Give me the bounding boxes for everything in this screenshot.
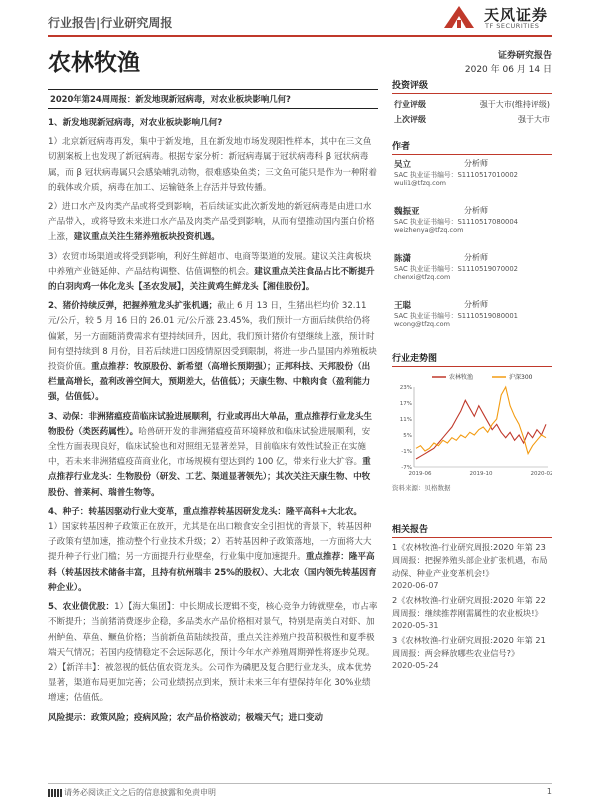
section-4-para: 4、种子：转基因驱动行业大变革，重点推荐转基因研发龙头：隆平高科+大北农。 1）国家转基因种子政策正在放开，尤其是在出口粮食安全引担忧的背景下，转基因种子政策有望加速，推动整个行业技术升级；2）若转基因种子政策落地，一方面将大大提升种子行业门槛；另一方面提升行业壁垒，行业集中度加速提升。重点推荐：隆平高科（转基因技术储备丰富，且持有杭州瑞丰 25%的股权）、大北农（国内领先转基因育种企业）。 [48,506,377,593]
y-tick-label: 5% [403,433,412,439]
report-subtitle: 2020年第24周周报：新发地现新冠病毒，对农业板块影响几何? [48,89,378,109]
qr-code-icon [48,789,62,797]
analyst-card: 吴立 分析师 SAC 执业证书编号：S1110517010002 wuli1@tfzq.com [394,159,518,187]
analyst-email-link[interactable]: weizhenya@tfzq.com [394,226,464,234]
x-tick-label: 2019-06 [408,471,432,477]
analyst-email-link[interactable]: chenxi@tfzq.com [394,273,451,281]
related-report-date: 2020-05-24 [392,661,439,670]
main-content [48,112,378,730]
x-tick-label: 2020-02 [530,471,552,477]
brand-logo [440,2,560,32]
analysts-section-title: 作者 [392,139,552,155]
section-1-para-2: 2）进口水产及肉类产品或将受到影响，若后续证实此次新发地的新冠病毒是由进口水产品带入，或将导致未来进口水产品及肉类产品受到影响，从而有望推动国内蛋白价格上涨，建议重点关注生猪养殖板块投资机遇。 [48,202,375,243]
analyst-card: 魏振亚 分析师 SAC 执业证书编号：S1110517080004 weizhenya@tfzq.com [394,206,518,234]
risk-warning: 风险提示：政策风险；疫病风险；农产品价格波动；极端天气；进口变动 [48,712,324,723]
y-tick-label: 17% [399,401,412,407]
analyst-card: 王聪 分析师 SAC 执业证书编号：S1110519080001 wcong@tfzq.com [394,300,518,328]
chart-section-title: 行业走势图 [392,351,552,367]
legend-label: 农林牧渔 [449,374,474,381]
section-1-para-3: 3）农贸市场渠道或将受到影响，利好生鲜超市、电商等渠道的发展。建议关注禽板块中养殖产业链延伸、产品结构调整、估值调整的机会。建议重点关注食品占比不断提升的白羽肉鸡一体化龙头【圣农发展】，关注黄鸡生鲜龙头【湘佳股份】。 [48,251,375,293]
legend-label: 沪深300 [509,374,533,381]
related-report-date: 2020-06-07 [392,581,439,590]
y-tick-label: 23% [399,385,412,391]
y-tick-label: 11% [399,417,412,423]
trend-chart-svg [392,371,552,481]
section-1-para-1: 1）北京新冠病毒再发，集中于新发地，且在新发地市场发现阳性样本，其中在三文鱼切割案板上也发现了新冠病毒。根据专家分析：新冠病毒属于冠状病毒科 β 冠状病毒属，而 β 冠状病毒属只会感染哺乳动物，很难感染鱼类；三文鱼可能只是作为一种附着的载体或介质，病毒在加工、运输链条上存活并导致传播。 [48,137,377,193]
related-report-link[interactable]: 2《农林牧渔-行业研究周报:2020 年第 22 周周报：继续推荐刚需属性的农业板块!》 [392,595,546,618]
chart-source: 资料来源：贝格数据 [392,484,451,492]
industry-trend-chart [392,371,552,481]
report-type: 证券研究报告 [497,51,552,61]
related-report-link[interactable]: 1《农林牧渔-行业研究周报:2020 年第 23 周周报：把握养殖头部企业扩张机遇，布局动保、种业产业变革机会!》 [392,542,548,578]
industry-rating: 行业评级 强于大市(维持评级) [394,100,550,109]
related-report-link[interactable]: 3《农林牧渔-行业研究周报:2020 年第 21 周周报：两会释放哪些农业信号?》 [392,635,546,658]
rating-section-title: 投资评级 [392,78,552,94]
section-5-para: 5、农业债优股：1）【海大集团】：中长期成长逻辑不变，核心竞争力铸就壁垒，市占率不断提升；当前猪消费逐步企稳，多品类水产品价格相对景气，特别是南美白对虾、加州鲈鱼、草鱼、鳜鱼价格；当前新鱼苗陆续投苗，重点关注养殖户投苗积极性和夏季极端天气情况；若国内疫情稳定不会远际恶化，预计今年水产养殖周期弹性将逐步兑现。2）【新洋丰】：被忽视的低估值农资龙头。公司作为磷肥及复合肥行业龙头，成本优势显著，渠道布局更加完善；公司业绩拐点到来，预计未来三年有望保持年化 30%业绩增速；估值低。 [48,602,378,704]
logo-text-cn: 天风证券 [484,6,549,24]
analyst-email-link[interactable]: wuli1@tfzq.com [394,179,447,187]
sidebar [392,78,552,674]
related-reports [392,541,552,670]
related-report-date: 2020-05-31 [392,621,439,630]
y-tick-label: -1% [401,449,412,455]
series-line [416,387,546,454]
logo-text-en: TF SECURITIES [485,22,540,30]
logo-mark-icon [440,2,478,32]
analyst-card: 陈潇 分析师 SAC 执业证书编号：S1110519070002 chenxi@tfzq.com [394,253,518,281]
page-number: 1 [546,787,552,796]
footer-disclaimer[interactable]: 请务必阅读正文之后的信息披露和免责申明 [48,787,216,798]
footer-rule [48,783,552,784]
section-3-para: 3、动保：非洲猪瘟疫苗临床试验进展顺利，行业或再出大单品，重点推荐行业龙头生物股份（类医药属性）。哈兽研开发的非洲猪瘟疫苗环境释放和临床试验进展顺利，安全性方面表现良好，临床试验也和对照组无显著差异，目前临床有效性试验正在实施中，若未来非洲猪瘟疫苗商业化，市场规模有望达到约 100 亿，带来行业大扩容。重点推荐行业龙头：生物股份（研发、工艺、渠道显著领先）；其次关注天康生物、中牧股份、普莱柯、瑞普生物等。 [48,411,372,498]
series-line [416,400,546,459]
section-2-para: 2、猪价持续反弹，把握养殖龙头扩张机遇；截止 6 月 13 日，生猪出栏均价 32.11 元/公斤，较 5 月 16 日的 26.01 元/公斤涨 23.45%，我们预计一方面后续供给仍将偏紧，另一方面随消费需求有望持续回升，因此，我们预计猪价有望继续上涨，预计时间有望持续到 8 月份，目若后续进口因疫情原因受到限制，将进一步凸显国内养殖板块投资价值。重点推荐：牧原股份、新希望（高増长预期强）；正邦科技、天邦股份（出栏量高増长，盈利改善空间大，预期差大，估值低）；天康生物、中粮肉食（盈利能力强，估值低）。 [48,301,377,403]
section-1-heading: 1、新发地现新冠病毒，对农业板块影响几何? [48,118,223,128]
x-tick-label: 2019-10 [469,471,493,477]
y-tick-label: -7% [401,465,412,471]
analyst-email-link[interactable]: wcong@tfzq.com [394,320,450,328]
report-category: 行业报告|行业研究周报 [48,16,173,30]
header-rule [48,35,552,37]
report-date: 2020 年 06 月 14 日 [464,65,552,75]
page-title: 农林牧渔 [48,50,140,76]
related-section-title: 相关报告 [392,522,552,538]
last-rating: 上次评级 强于大市 [394,115,550,124]
